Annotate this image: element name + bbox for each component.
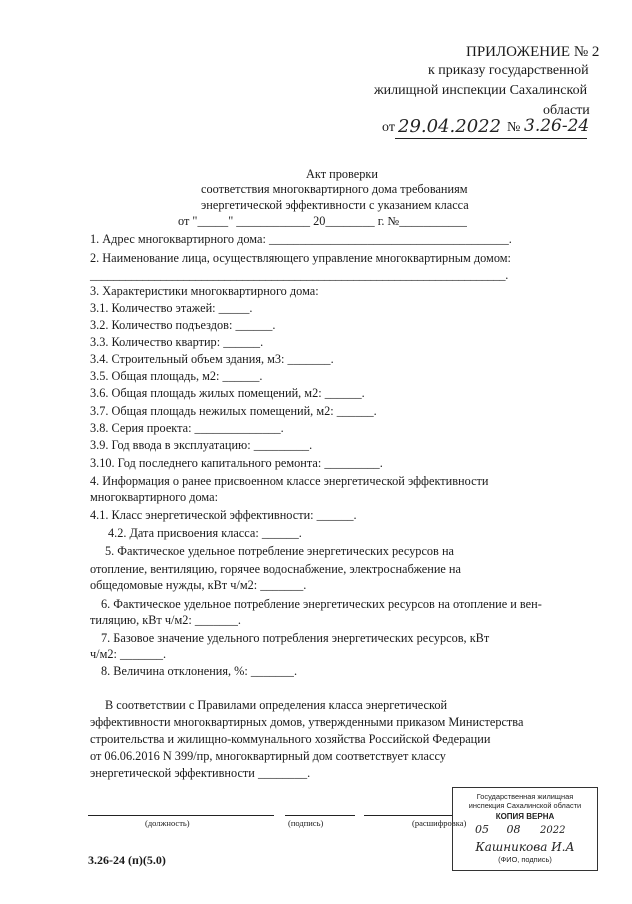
copy-certified-stamp	[452, 787, 598, 871]
appendix-line-2: жилищной инспекции Сахалинской	[374, 83, 588, 98]
item-actual-consumption-cont2: общедомовые нужды, кВт ч/м2: _______.	[90, 578, 307, 592]
item-project-series: 3.8. Серия проекта: ______________.	[90, 421, 284, 435]
appendix-number-label: №	[507, 120, 521, 135]
conclusion-line-1: В соответствии с Правилами определения класса энергетической	[105, 698, 448, 712]
stamp-fio-handwritten: Кашникова И.А	[475, 840, 575, 854]
item-prior-class-info: 4. Информация о ранее присвоенном классе энергетической эффективности	[90, 474, 489, 488]
item-nonliving-area: 3.7. Общая площадь нежилых помещений, м2: ______.	[90, 404, 377, 418]
item-apartments: 3.3. Количество квартир: ______.	[90, 335, 264, 349]
stamp-fio-label: (ФИО, подпись)	[498, 855, 552, 864]
stamp-line-2: инспекция Сахалинской области	[468, 801, 582, 810]
item-repair-year: 3.10. Год последнего капитального ремонта: _________.	[90, 456, 383, 470]
stamp-date-day: 05	[475, 823, 489, 836]
conclusion-line-2: эффективности многоквартирных домов, утвержденными приказом Министерства	[90, 715, 524, 729]
signature-label: (подпись)	[288, 818, 324, 828]
stamp-date-month: 08	[506, 823, 521, 836]
stamp-line-1: Государственная жилищная	[476, 792, 574, 801]
footer-code: 3.26-24 (п)(5.0)	[88, 853, 166, 867]
item-heating-consumption: 6. Фактическое удельное потребление энергетических ресурсов на отопление и вен-	[101, 597, 542, 611]
item-class-date: 4.2. Дата присвоения класса: ______.	[108, 526, 302, 540]
item-volume: 3.4. Строительный объем здания, м3: _______.	[90, 352, 334, 366]
item-base-consumption: 7. Базовое значение удельного потребления энергетических ресурсов, кВт	[101, 631, 490, 645]
item-deviation: 8. Величина отклонения, %: _______.	[101, 664, 298, 678]
appendix-date-underline	[395, 138, 587, 139]
appendix-number-handwritten: 3.26-24	[524, 116, 590, 136]
item-commission-year: 3.9. Год ввода в эксплуатацию: _________.	[90, 438, 313, 452]
item-total-area: 3.5. Общая площадь, м2: ______.	[90, 369, 263, 383]
item-actual-consumption-cont1: отопление, вентиляцию, горячее водоснабжение, электроснабжение на	[90, 562, 461, 576]
stamp-date-year: 2022	[540, 825, 566, 836]
conclusion-line-5: энергетической эффективности ________.	[90, 766, 311, 780]
item-manager-line: _______________________________________________________________________.	[90, 268, 509, 282]
stamp-date-row	[453, 823, 597, 836]
item-floors: 3.1. Количество этажей: _____.	[90, 301, 253, 315]
item-entrances: 3.2. Количество подъездов: ______.	[90, 318, 276, 332]
item-heating-consumption-cont: тиляцию, кВт ч/м2: _______.	[90, 613, 242, 627]
conclusion-line-3: строительства и жилищно-коммунального хозяйства Российской Федерации	[90, 732, 491, 746]
item-base-consumption-cont: ч/м2: _______.	[90, 647, 167, 661]
appendix-title: ПРИЛОЖЕНИЕ № 2	[466, 44, 600, 60]
signature-line	[285, 815, 355, 816]
item-energy-class: 4.1. Класс энергетической эффективности: ______.	[90, 508, 357, 522]
act-subtitle-1: соответствия многоквартирного дома требованиям	[201, 182, 468, 196]
appendix-from-label: от	[382, 120, 395, 135]
item-actual-consumption: 5. Фактическое удельное потребление энергетических ресурсов на	[105, 544, 454, 558]
item-address: 1. Адрес многоквартирного дома: _______________________________________.	[90, 232, 512, 246]
item-prior-class-info-cont: многоквартирного дома:	[90, 490, 218, 504]
item-characteristics: 3. Характеристики многоквартирного дома:	[90, 284, 319, 298]
decoding-label: (расшифровка)	[412, 818, 467, 828]
position-line	[88, 815, 274, 816]
appendix-line-1: к приказу государственной	[428, 63, 589, 78]
stamp-line-3: КОПИЯ ВЕРНА	[495, 812, 555, 821]
act-date-line: от "_____" ____________ 20________ г. №___________	[178, 214, 467, 228]
conclusion-line-4: от 06.06.2016 N 399/пр, многоквартирный дом соответствует классу	[90, 749, 446, 763]
act-subtitle-2: энергетической эффективности с указанием класса	[201, 198, 469, 212]
appendix-line-3: области	[543, 103, 590, 118]
act-title: Акт проверки	[306, 167, 378, 181]
decoding-line	[364, 815, 452, 816]
item-living-area: 3.6. Общая площадь жилых помещений, м2: ______.	[90, 386, 365, 400]
item-manager: 2. Наименование лица, осуществляющего управление многоквартирным домом:	[90, 251, 511, 265]
appendix-date-handwritten: 29.04.2022	[398, 116, 502, 137]
position-label: (должность)	[145, 818, 190, 828]
